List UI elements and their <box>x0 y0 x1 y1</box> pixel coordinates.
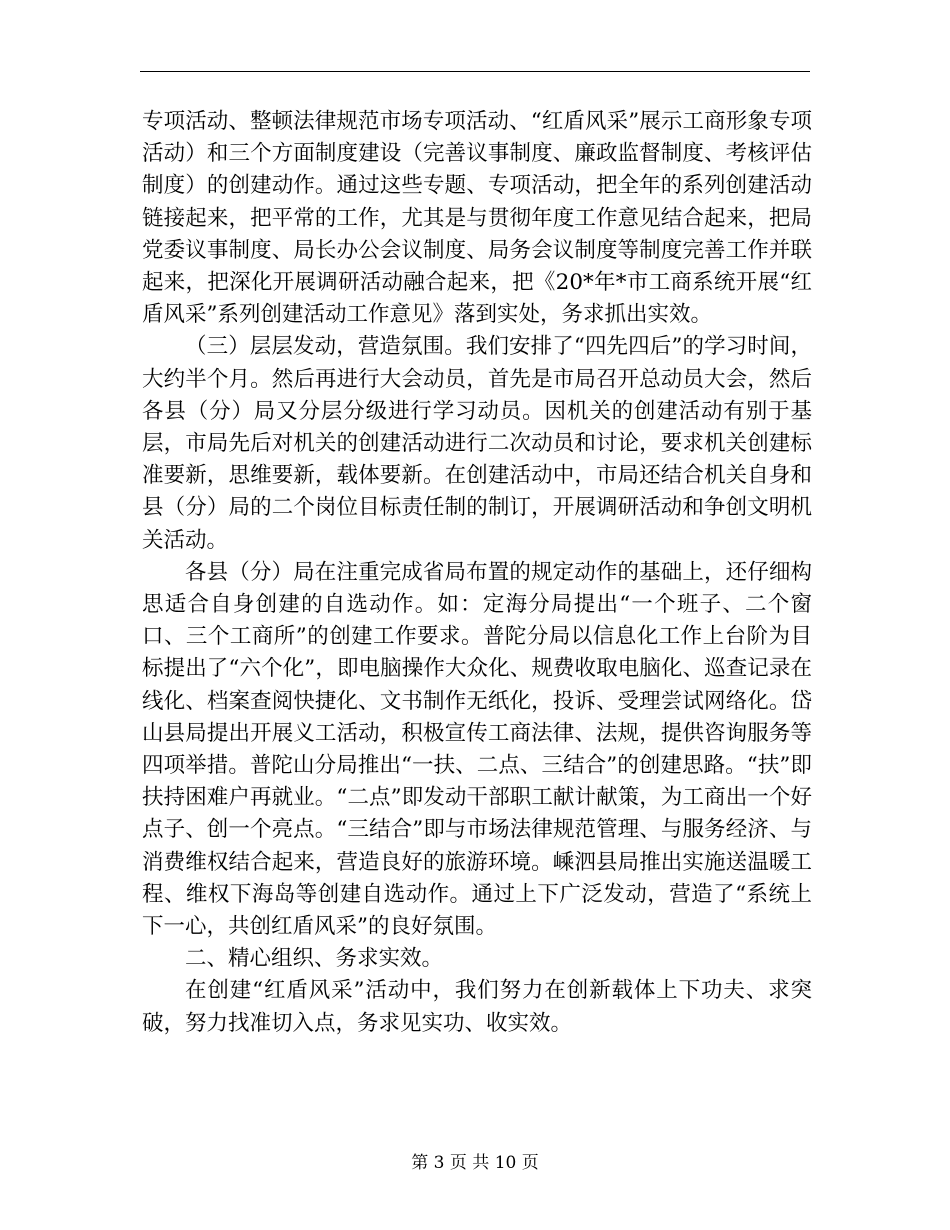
paragraph-4: 二、精心组织、务求实效。 <box>185 946 444 972</box>
paragraph-1: 专项活动、整顿法律规范市场专项活动、“红盾风采”展示工商形象专项活动）和三个方面制度建设（完善议事制度、廉政监督制度、考核评估制度）的创建动作。通过这些专题、专项活动，把全年的系列创建活动链接起来，把平常的工作，尤其是与贯彻年度工作意见结合起来，把局党委议事制度、局长办公会议制度、局务会议制度等制度完善工作并联起来，把深化开展调研活动融合起来，把《20*年*市工商系统开展“红盾风采”系列创建活动工作意见》落到实处，务求抓出实效。 <box>142 109 812 328</box>
paragraph-5: 在创建“红盾风采”活动中，我们努力在创新载体上下功夫、求突破，努力找准切入点，务求见实功、收实效。 <box>142 978 812 1036</box>
header-rule <box>140 71 810 72</box>
page-number-footer: 第 3 页 共 10 页 <box>411 1153 539 1173</box>
paragraph-3: 各县（分）局在注重完成省局布置的规定动作的基础上，还仔细构思适合自身创建的自选动作。如：定海分局提出“一个班子、二个窗口、三个工商所”的创建工作要求。普陀分局以信息化工作上台阶为目标提出了“六个化”，即电脑操作大众化、规费收取电脑化、巡查记录在线化、档案查阅快捷化、文书制作无纸化，投诉、受理尝试网络化。岱山县局提出开展义工活动，积极宣传工商法律、法规，提供咨询服务等四项举措。普陀山分局推出“一扶、二点、三结合”的创建思路。“扶”即扶持困难户再就业。“二点”即发动干部职工献计献策，为工商出一个好点子、创一个亮点。“三结合”即与市场法律规范管理、与服务经济、与消费维权结合起来，营造良好的旅游环境。嵊泗县局推出实施送温暖工程、维权下海岛等创建自选动作。通过上下广泛发动，营造了“系统上下一心，共创红盾风采”的良好氛围。 <box>142 559 812 940</box>
document-body <box>142 106 812 1040</box>
paragraph-2: （三）层层发动，营造氛围。我们安排了“四先四后”的学习时间，大约半个月。然后再进行大会动员，首先是市局召开总动员大会，然后各县（分）局又分层分级进行学习动员。因机关的创建活动有别于基层，市局先后对机关的创建活动进行二次动员和讨论，要求机关创建标准要新，思维要新，载体要新。在创建活动中，市局还结合机关自身和县（分）局的二个岗位目标责任制的制订，开展调研活动和争创文明机关活动。 <box>142 334 812 553</box>
